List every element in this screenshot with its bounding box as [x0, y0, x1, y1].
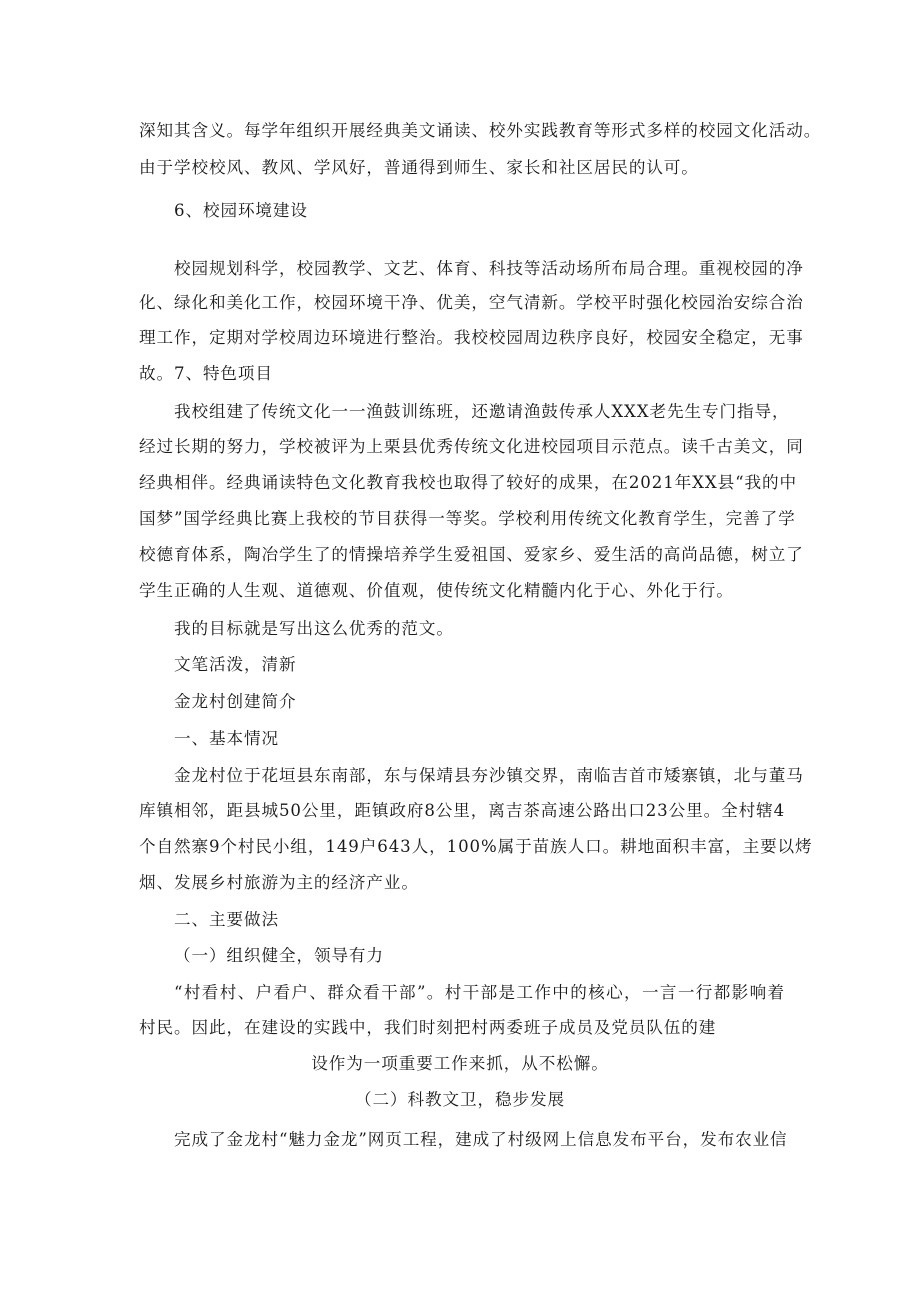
- body-line: 金龙村位于花垣县东南部，东与保靖县夯沙镇交界，南临吉首市矮寨镇，北与董马: [174, 766, 804, 785]
- body-line: 文笔活泼，清新: [174, 655, 297, 674]
- body-line: 故。7、特色项目: [139, 364, 273, 383]
- section-heading: 6、校园环境建设: [174, 201, 308, 220]
- body-line: 我校组建了传统文化一一渔鼓训练班，还邀请渔鼓传承人XXX老先生专门指导，: [174, 402, 790, 421]
- body-line: 设作为一项重要工作来抓，从不松懈。: [311, 1054, 609, 1073]
- section-heading: 一、基本情况: [174, 729, 279, 748]
- body-line: 校园规划科学，校园教学、文艺、体育、科技等活动场所布局合理。重视校园的净: [174, 259, 804, 278]
- body-line: 化、绿化和美化工作，校园环境干净、优美，空气清新。学校平时强化校园治安综合治: [139, 293, 804, 312]
- body-line: 村民。因此，在建设的实践中，我们时刻把村两委班子成员及党员队伍的建: [139, 1018, 717, 1037]
- body-line: 经过长期的努力，学校被评为上栗县优秀传统文化进校园项目示范点。读千古美文，同: [139, 437, 804, 456]
- section-heading: 二、主要做法: [174, 910, 279, 929]
- body-line: 我的目标就是写出这么优秀的范文。: [174, 619, 454, 638]
- body-line: 理工作，定期对学校周边环境进行整治。我校校园周边秩序良好，校园安全稳定，无事: [139, 328, 804, 347]
- body-line: 深知其含义。每学年组织开展经典美文诵读、校外实践教育等形式多样的校园文化活动。: [139, 121, 822, 140]
- doc-title: 金龙村创建简介: [174, 692, 297, 711]
- subsection-heading: （二）科教文卫，稳步发展: [355, 1090, 565, 1109]
- body-line: 校德育体系，陶冶学生了的情操培养学生爱祖国、爱家乡、爱生活的高尚品德，树立了: [139, 545, 804, 564]
- body-line: 国梦”国学经典比赛上我校的节目获得一等奖。学校利用传统文化教育学生，完善了学: [139, 509, 796, 528]
- subsection-heading: （一）组织健全，领导有力: [174, 946, 384, 965]
- body-line: 个自然寨9个村民小组，149户643人，100%属于苗族人口。耕地面积丰富，主要以烤: [139, 837, 813, 856]
- body-line: 学生正确的人生观、道德观、价值观，使传统文化精髓内化于心、外化于行。: [139, 581, 734, 600]
- body-line: 库镇相邻，距县城50公里，距镇政府8公里，离吉茶高速公路出口23公里。全村辖4: [139, 801, 786, 820]
- body-line: “村看村、户看户、群众看干部”。村干部是工作中的核心，一言一行都影响着: [174, 983, 785, 1002]
- body-line: 完成了金龙村“魅力金龙”网页工程，建成了村级网上信息发布平台，发布农业信: [174, 1130, 788, 1149]
- body-line: 烟、发展乡村旅游为主的经济产业。: [139, 873, 419, 892]
- body-line: 由于学校校风、教风、学风好，普通得到师生、家长和社区居民的认可。: [139, 158, 699, 177]
- body-line: 经典相伴。经典诵读特色文化教育我校也取得了较好的成果，在2021年XX县“我的中: [139, 473, 797, 492]
